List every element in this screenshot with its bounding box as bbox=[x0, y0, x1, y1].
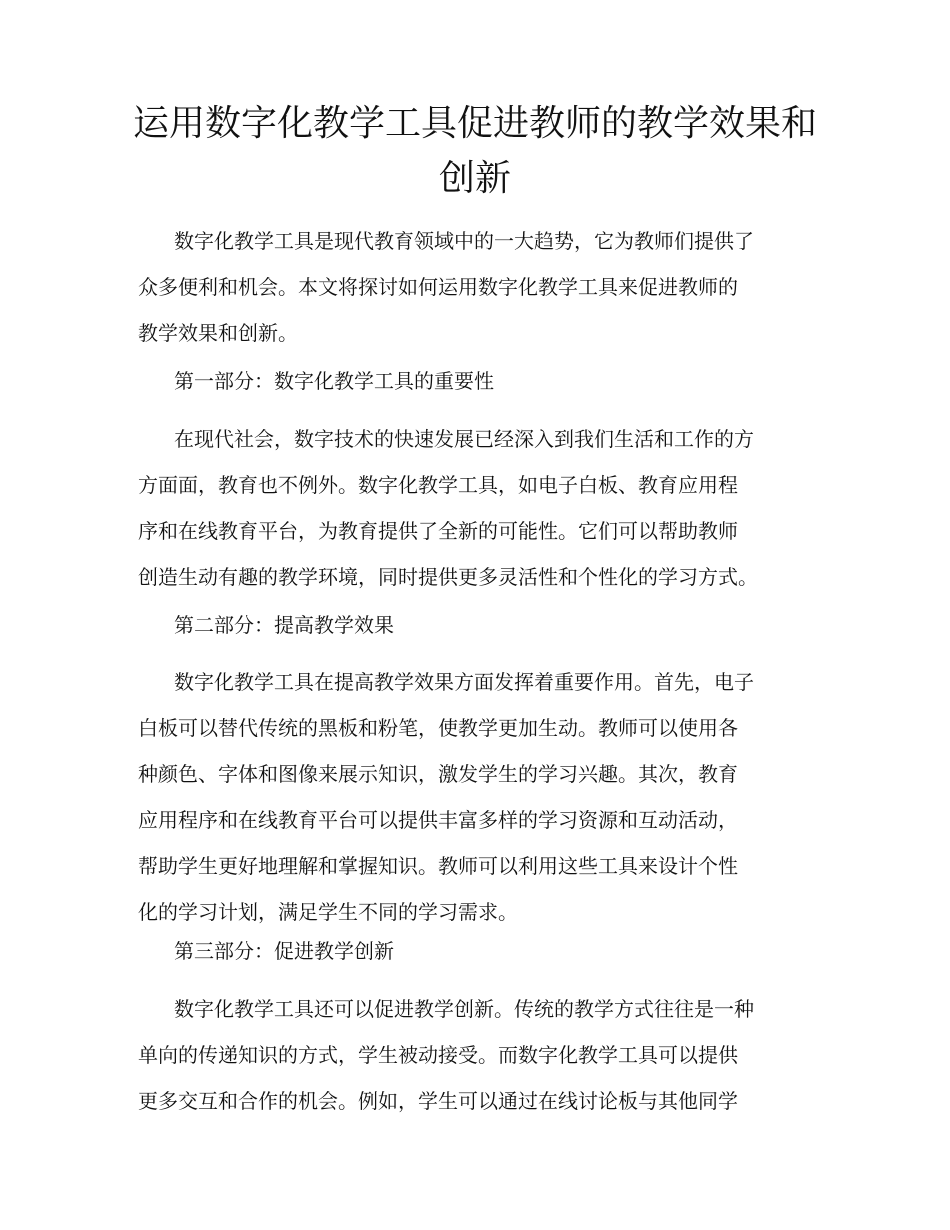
paragraph-line: 序和在线教育平台，为教育提供了全新的可能性。它们可以帮助教师 bbox=[138, 519, 738, 543]
paragraph-line: 白板可以替代传统的黑板和粉笔，使教学更加生动。教师可以使用各 bbox=[138, 716, 738, 740]
paragraph-line: 帮助学生更好地理解和掌握知识。教师可以利用这些工具来设计个性 bbox=[138, 854, 738, 878]
section3-paragraph bbox=[138, 986, 838, 1124]
paragraph-line: 教学效果和创新。 bbox=[138, 321, 298, 345]
paragraph-line: 在现代社会，数字技术的快速发展已经深入到我们生活和工作的方 bbox=[174, 427, 754, 451]
title-line: 创新 bbox=[438, 158, 511, 199]
section1-heading: 第一部分：数字化教学工具的重要性 bbox=[174, 369, 494, 393]
section3-heading: 第三部分：促进教学创新 bbox=[174, 939, 394, 963]
section1-paragraph bbox=[138, 416, 838, 600]
paragraph-line: 单向的传递知识的方式，学生被动接受。而数字化教学工具可以提供 bbox=[138, 1043, 738, 1067]
document-title bbox=[110, 96, 840, 206]
paragraph-line: 种颜色、字体和图像来展示知识，激发学生的学习兴趣。其次，教育 bbox=[138, 762, 738, 786]
paragraph-line: 创造生动有趣的教学环境，同时提供更多灵活性和个性化的学习方式。 bbox=[138, 565, 758, 589]
section2-paragraph bbox=[138, 659, 838, 935]
paragraph-line: 数字化教学工具在提高教学效果方面发挥着重要作用。首先，电子 bbox=[174, 670, 754, 694]
title-line: 运用数字化教学工具促进教师的教学效果和 bbox=[132, 103, 817, 144]
intro-paragraph bbox=[138, 218, 838, 356]
paragraph-line: 数字化教学工具还可以促进教学创新。传统的教学方式往往是一种 bbox=[174, 997, 754, 1021]
paragraph-line: 更多交互和合作的机会。例如，学生可以通过在线讨论板与其他同学 bbox=[138, 1089, 738, 1113]
paragraph-line: 数字化教学工具是现代教育领域中的一大趋势，它为教师们提供了 bbox=[174, 229, 754, 253]
paragraph-line: 应用程序和在线教育平台可以提供丰富多样的学习资源和互动活动， bbox=[138, 808, 738, 832]
paragraph-line: 化的学习计划，满足学生不同的学习需求。 bbox=[138, 900, 518, 924]
section2-heading: 第二部分：提高教学效果 bbox=[174, 613, 394, 637]
paragraph-line: 众多便利和机会。本文将探讨如何运用数字化教学工具来促进教师的 bbox=[138, 275, 738, 299]
paragraph-line: 方面面，教育也不例外。数字化教学工具，如电子白板、教育应用程 bbox=[138, 473, 738, 497]
